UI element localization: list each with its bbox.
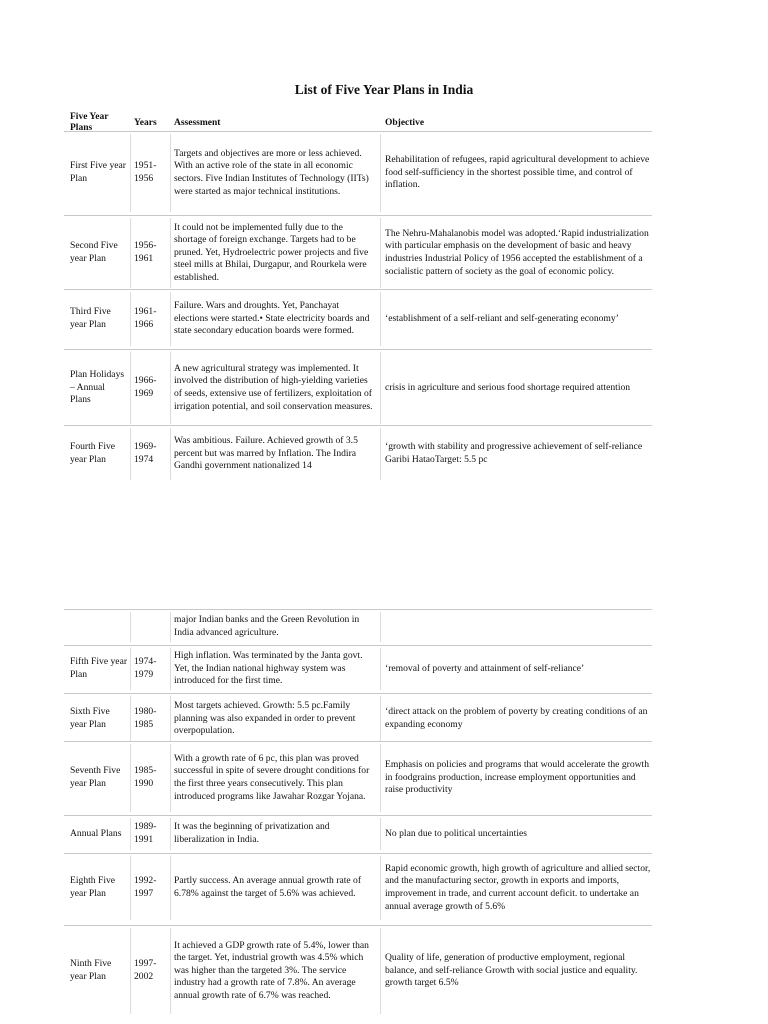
objective-cell-text: Rapid economic growth, high growth of agriculture and allied sector, and the manufacturing sector, growth in exports and imports, improvement in trade, and current account deficit. to undertake an annual average growth of 5.6% [385, 862, 651, 912]
plan-name-cell-text: Second Five year Plan [70, 240, 118, 264]
column-divider [130, 292, 131, 346]
years-cell-text: 1951-1956 [134, 160, 157, 184]
assessment-cell-text: major Indian banks and the Green Revolution in India advanced agriculture. [174, 614, 360, 638]
column-divider [170, 352, 171, 424]
column-divider [130, 218, 131, 288]
column-divider [170, 428, 171, 480]
row-divider [64, 815, 652, 816]
plan-name-cell [70, 696, 128, 742]
plan-name-cell-text: Seventh Five year Plan [70, 765, 121, 789]
plan-name-cell [70, 856, 128, 920]
years-cell [134, 648, 166, 690]
objective-cell [385, 352, 655, 424]
assessment-cell-text: Partly success. An average annual growth rate of 6.78% against the target of 5.6% was achieved. [174, 875, 362, 899]
years-cell [134, 292, 166, 346]
objective-cell [385, 218, 655, 288]
objective-cell [385, 856, 655, 920]
assessment-cell-text: It achieved a GDP growth rate of 5.4%, lower than the target. Yet, industrial growth was 4.5% which was higher than the targeted 3%. The service industry had a growth rate of 7.8%. An average annual growth rate of 6.7% was reached. [174, 939, 369, 1001]
plan-name-cell-text: First Five year Plan [70, 160, 126, 184]
column-divider [380, 134, 381, 212]
objective-cell [385, 928, 655, 1014]
column-divider [380, 612, 381, 642]
row-divider [64, 349, 652, 350]
assessment-cell-text: It could not be implemented fully due to the shortage of foreign exchange. Targets had to be pruned. Yet, Hydroelectric power projects and five steel mills at Bhilai, Durgapur, and Rourkela were established. [174, 221, 369, 283]
table-row [0, 218, 768, 288]
assessment-cell [174, 744, 374, 812]
column-divider [130, 856, 131, 920]
years-cell [134, 744, 166, 812]
column-divider [380, 292, 381, 346]
years-cell-text: 1961-1966 [134, 306, 157, 330]
column-divider [130, 428, 131, 480]
objective-cell [385, 744, 655, 812]
assessment-cell-text: Failure. Wars and droughts. Yet, Panchayat elections were started.• State electricity boards and state secondary education boards were formed. [174, 300, 370, 337]
objective-cell-text: ‘removal of poverty and attainment of self-reliance’ [385, 662, 585, 674]
table-row [0, 428, 768, 480]
table-row [0, 352, 768, 424]
column-divider [380, 744, 381, 812]
years-cell [134, 428, 166, 480]
assessment-cell [174, 648, 374, 690]
column-divider [380, 428, 381, 480]
table-row [0, 612, 768, 642]
plan-name-cell [70, 744, 128, 812]
plan-name-cell [70, 648, 128, 690]
objective-cell-text: Rehabilitation of refugees, rapid agricultural development to achieve food self-sufficiency in the shortest possible time, and control of inflation. [385, 154, 650, 191]
column-divider [170, 744, 171, 812]
objective-cell [385, 134, 655, 212]
column-divider [380, 352, 381, 424]
column-divider [170, 134, 171, 212]
plan-name-cell [70, 612, 128, 642]
assessment-cell-text: A new agricultural strategy was implemented. It involved the distribution of high-yielding varieties of seeds, extensive use of fertilizers, exploitation of irrigation potential, and soil conservation measures. [174, 362, 373, 412]
row-divider [64, 289, 652, 290]
column-divider [380, 928, 381, 1014]
column-divider [170, 856, 171, 920]
years-cell [134, 696, 166, 742]
column-divider [130, 134, 131, 212]
assessment-cell-text: Most targets achieved. Growth: 5.5 pc.Family planning was also expanded in order to prevent overpopulation. [174, 700, 356, 737]
plan-name-cell-text: Annual Plans [70, 827, 122, 839]
assessment-cell [174, 928, 374, 1014]
row-divider [64, 425, 652, 426]
plan-name-cell-text: Eighth Five year Plan [70, 875, 116, 899]
objective-cell-text: ‘establishment of a self-reliant and self-generating economy’ [385, 312, 619, 324]
years-cell-text: 1992-1997 [134, 875, 157, 899]
assessment-cell-text: With a growth rate of 6 pc, this plan was proved successful in spite of severe drought conditions for the first three years consecutively. This plan introduced programs like Jawahar Rozgar Yojana. [174, 752, 370, 802]
table-row [0, 648, 768, 690]
years-cell [134, 352, 166, 424]
objective-cell [385, 818, 655, 850]
plan-name-cell-text: Fourth Five year Plan [70, 441, 116, 465]
years-cell [134, 612, 166, 642]
column-divider [130, 648, 131, 690]
column-divider [380, 696, 381, 742]
row-divider [64, 925, 652, 926]
assessment-cell-text: Targets and objectives are more or less achieved. With an active role of the state in all economic sectors. Five Indian Institutes of Technology (IITs) were started as major technical institutions. [174, 147, 369, 197]
column-divider [170, 612, 171, 642]
column-divider [130, 612, 131, 642]
header-assessment: Assessment [174, 118, 221, 128]
objective-cell-text: ‘growth with stability and progressive achievement of self-reliance Garibi HataoTarget: 5.5 pc [385, 441, 643, 465]
column-divider [130, 818, 131, 850]
years-cell [134, 218, 166, 288]
years-cell-text: 1966-1969 [134, 375, 157, 399]
row-divider [64, 131, 652, 132]
plan-name-cell [70, 428, 128, 480]
years-cell [134, 134, 166, 212]
plan-name-cell-text: Ninth Five year Plan [70, 958, 112, 982]
plan-name-cell [70, 352, 128, 424]
header-years: Years [134, 118, 157, 128]
plan-name-cell-text: Sixth Five year Plan [70, 706, 110, 730]
column-divider [170, 648, 171, 690]
objective-cell-text: The Nehru-Mahalanobis model was adopted.‘Rapid industrialization with particular emphasis on the development of basic and heavy industries Industrial Policy of 1956 accepted the establishment of a socialistic pattern of society as the goal of economic policy. [385, 227, 649, 277]
row-divider [64, 609, 652, 610]
table-row [0, 856, 768, 920]
years-cell-text: 1956-1961 [134, 240, 157, 264]
column-divider [130, 352, 131, 424]
years-cell-text: 1985-1990 [134, 765, 157, 789]
row-divider [64, 215, 652, 216]
objective-cell [385, 648, 655, 690]
table-row [0, 928, 768, 1014]
assessment-cell [174, 352, 374, 424]
assessment-cell [174, 428, 374, 480]
years-cell [134, 818, 166, 850]
assessment-cell [174, 696, 374, 742]
page-title: List of Five Year Plans in India [294, 82, 474, 97]
table-row [0, 744, 768, 812]
plan-name-cell-text: Plan Holidays – Annual Plans [70, 369, 125, 406]
assessment-cell-text: High inflation. Was terminated by the Janta govt. Yet, the Indian national highway system was introduced for the first time. [174, 650, 363, 687]
plan-name-cell [70, 292, 128, 346]
objective-cell [385, 612, 655, 642]
row-divider [64, 853, 652, 854]
objective-cell-text: Quality of life, generation of productive employment, regional balance, and self-reliance Growth with social justice and equality. growth target 6.5% [385, 952, 638, 989]
assessment-cell [174, 818, 374, 850]
plan-name-cell [70, 134, 128, 212]
years-cell-text: 1969-1974 [134, 441, 157, 465]
header-objective: Objective [385, 118, 425, 128]
years-cell-text: 1989-1991 [134, 821, 157, 845]
objective-cell [385, 292, 655, 346]
assessment-cell [174, 292, 374, 346]
column-divider [130, 696, 131, 742]
table-row [0, 292, 768, 346]
column-divider [380, 218, 381, 288]
assessment-cell-text: It was the beginning of privatization and liberalization in India. [174, 821, 330, 845]
row-divider [64, 645, 652, 646]
assessment-cell [174, 612, 374, 642]
column-divider [380, 818, 381, 850]
years-cell-text: 1997-2002 [134, 958, 157, 982]
years-cell-text: 1974-1979 [134, 656, 157, 680]
table-row [0, 818, 768, 850]
column-divider [380, 648, 381, 690]
objective-cell-text: No plan due to political uncertainties [385, 827, 527, 839]
objective-cell-text: ‘direct attack on the problem of poverty by creating conditions of an expanding economy [385, 706, 648, 730]
row-divider [64, 741, 652, 742]
table-row [0, 134, 768, 212]
years-cell-text: 1980-1985 [134, 706, 157, 730]
column-divider [130, 928, 131, 1014]
assessment-cell-text: Was ambitious. Failure. Achieved growth of 3.5 percent but was marred by Inflation. The Indira Gandhi government nationalized 14 [174, 435, 358, 472]
column-divider [170, 218, 171, 288]
column-divider [380, 856, 381, 920]
years-cell [134, 928, 166, 1014]
objective-cell-text: crisis in agriculture and serious food shortage required attention [385, 381, 631, 393]
header-plans: Five Year Plans [70, 112, 109, 133]
row-divider [64, 693, 652, 694]
assessment-cell [174, 134, 374, 212]
column-divider [170, 292, 171, 346]
column-divider [130, 744, 131, 812]
assessment-cell [174, 218, 374, 288]
table-row [0, 696, 768, 742]
years-cell [134, 856, 166, 920]
column-divider [170, 696, 171, 742]
plan-name-cell-text: Third Five year Plan [70, 306, 111, 330]
column-divider [170, 928, 171, 1014]
assessment-cell [174, 856, 374, 920]
objective-cell [385, 428, 655, 480]
plan-name-cell [70, 218, 128, 288]
plan-name-cell-text: Fifth Five year Plan [70, 656, 128, 680]
objective-cell-text: Emphasis on policies and programs that would accelerate the growth in foodgrains production, increase employment opportunities and raise productivity [385, 759, 650, 796]
plan-name-cell [70, 928, 128, 1014]
objective-cell [385, 696, 655, 742]
plan-name-cell [70, 818, 128, 850]
column-divider [170, 818, 171, 850]
